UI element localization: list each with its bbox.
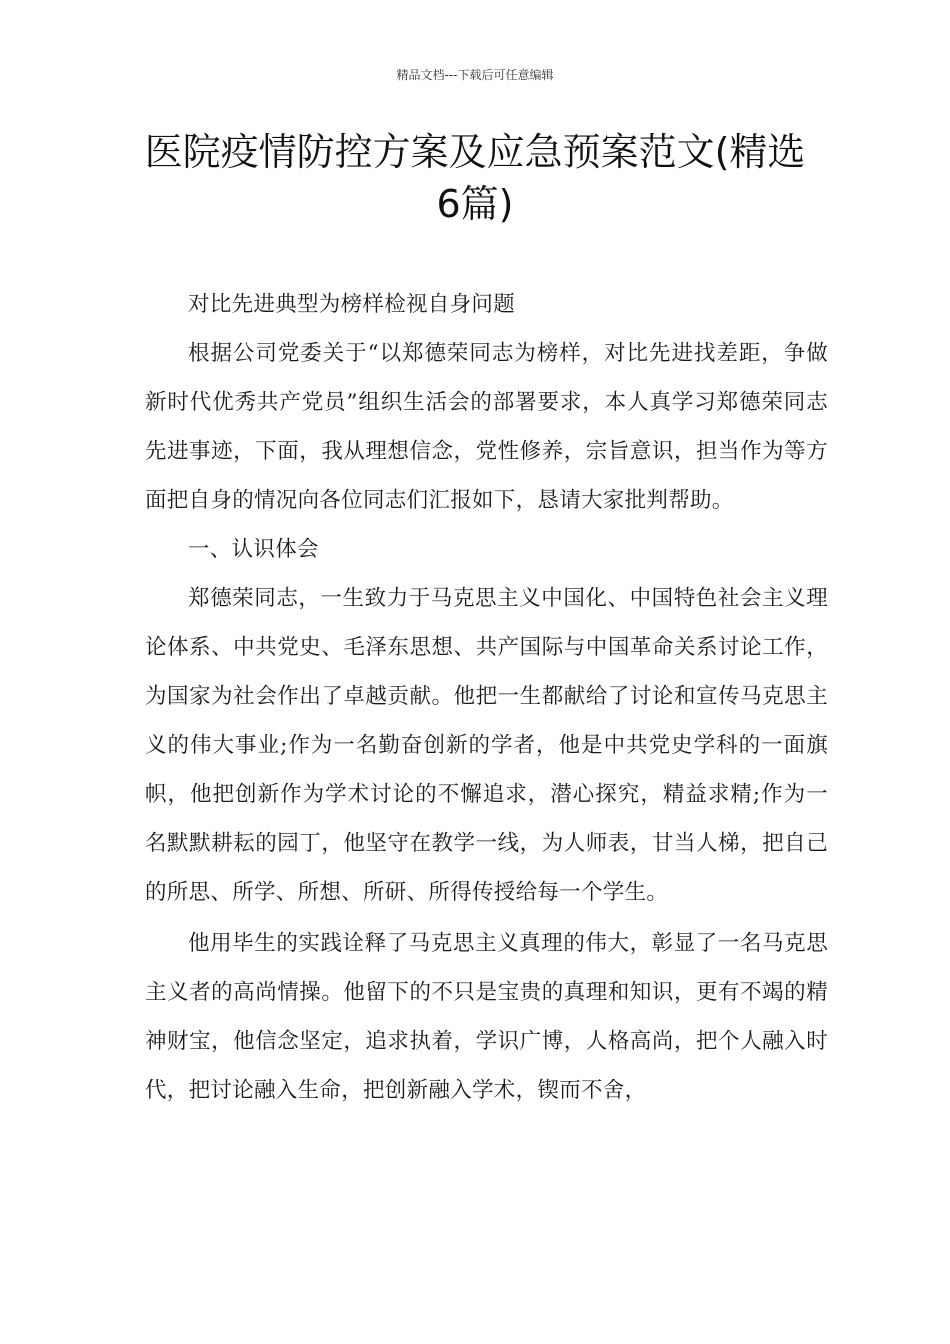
paragraph: 郑德荣同志，一生致力于马克思主义中国化、中国特色社会主义理论体系、中共党史、毛泽东思想、共产国际与中国革命关系讨论工作，为国家为社会作出了卓越贡献。他把一生都献给了讨论和宣传马克思主义的伟大事业;作为一名勤奋创新的学者，他是中共党史学科的一面旗帜，他把创新作为学术讨论的不懈追求，潜心探究，精益求精;作为一名默默耕耘的园丁，他坚守在教学一线，为人师表，甘当人梯，把自己的所思、所学、所想、所研、所得传授给每一个学生。 bbox=[145, 586, 828, 905]
page-header-note: 精品文档---下载后可任意编辑 bbox=[396, 68, 554, 82]
document-title: 医院疫情防控方案及应急预案范文(精选6篇) bbox=[144, 130, 806, 226]
paragraph-subtitle: 对比先进典型为榜样检视自身问题 bbox=[188, 292, 516, 317]
document-body bbox=[145, 280, 828, 1115]
paragraph: 根据公司党委关于“以郑德荣同志为榜样，对比先进找差距，争做新时代优秀共产党员”组织生活会的部署要求，本人真学习郑德荣同志先进事迹，下面，我从理想信念，党性修养，宗旨意识，担当作为等方面把自身的情况向各位同志们汇报如下，恳请大家批判帮助。 bbox=[145, 341, 828, 513]
section-heading: 一、认识体会 bbox=[188, 537, 319, 562]
paragraph: 他用毕生的实践诠释了马克思主义真理的伟大，彰显了一名马克思主义者的高尚情操。他留下的不只是宝贵的真理和知识，更有不竭的精神财宝，他信念坚定，追求执着，学识广博，人格高尚，把个人融入时代，把讨论融入生命，把创新融入学术，锲而不舍， bbox=[145, 931, 828, 1103]
